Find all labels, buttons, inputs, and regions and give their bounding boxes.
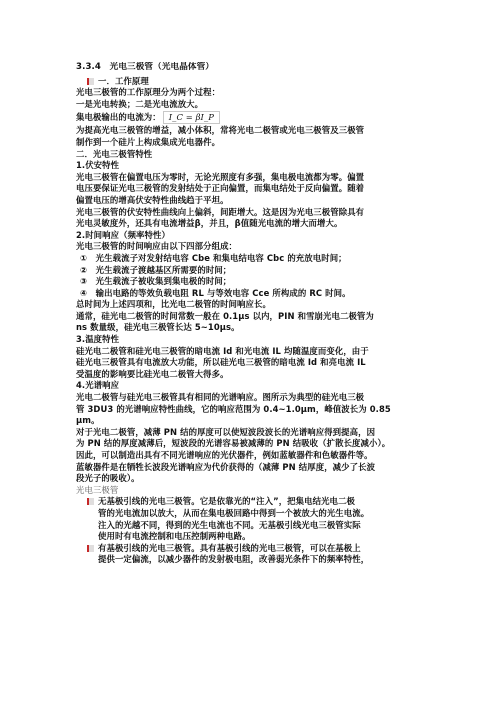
text-line: 管的光电流加以放大，从而在集电极回路中得到一个被放大的光生电流。 xyxy=(98,507,370,518)
heading-characteristics: 二．光电三极管特性 xyxy=(76,148,153,159)
text-line: 一是光电转换；二是光电流放大。 xyxy=(76,98,204,109)
text-line: 为 PN 结的厚度减薄后，短波段的光谱容易被减薄的 PN 结吸收（扩散长度减小）。 xyxy=(76,438,391,449)
text-line: 因此，可以制造出具有不同光谱响应的光伏器件，例如蓝敏器件和色敏器件等。 xyxy=(76,450,373,460)
heading-temperature: 3.温度特性 xyxy=(76,334,120,345)
numbered-item: ③ 光生载流子被收集到集电极的时间； xyxy=(80,276,232,287)
collector-current-formula: I_C = βI_P xyxy=(163,111,220,124)
numbered-item: ④ 输出电路的等效负载电阻 RL 与等效电容 Cce 所构成的 RC 时间。 xyxy=(80,287,351,298)
text-line: μm。 xyxy=(76,415,100,426)
heading-spectral-response: 4.光谱响应 xyxy=(76,380,120,391)
bullet-square-icon xyxy=(87,545,94,552)
section-title: 3.3.4 光电三极管（光电晶体管） xyxy=(76,62,214,72)
heading-phototransistor: 光电三极管 xyxy=(76,484,119,495)
text-line: 使用时有电流控制和电压控制两种电路。 xyxy=(98,531,251,542)
text-line: 提供一定偏流，以减少器件的发射极电阻，改善弱光条件下的频率特性， xyxy=(98,554,370,565)
text-line: 光电二极管与硅光电三极管具有相同的光谱响应。图所示为典型的硅光电三极 xyxy=(76,392,365,403)
text-column xyxy=(76,62,422,566)
bullet-square-icon xyxy=(87,78,94,85)
bullet-item-with-base-lead: 有基极引线的光电三极管。具有基极引线的光电三极管，可以在基极上 xyxy=(76,543,422,555)
text-line: 注入的光越不同，得到的光生电流也不同。无基极引线光电三极管实际 xyxy=(98,519,361,530)
heading-working-principle: 一．工作原理 xyxy=(76,76,422,88)
text-line: 段光子的吸收）。 xyxy=(76,473,140,484)
text-line: 制作到一个硅片上构成集成光电器件。 xyxy=(76,136,221,147)
text-line: 为提高光电三极管的增益，减小体积，常将光电二极管或光电三极管及三极管 xyxy=(76,125,365,136)
text-line: 光电三极管在偏置电压为零时，无论光照度有多强，集电极电流都为零。偏置 xyxy=(76,171,365,182)
text-line: 总时间为上述四项和，比光电二极管的时间响应长。 xyxy=(76,299,271,310)
bullet-item-no-base-lead: 无基极引线的光电三极管。它是依靠光的“注入”，把集电结光电二极 xyxy=(76,496,422,508)
text-line: 蓝敏器件是在牺牲长波段光谱响应为代价获得的（减薄 PN 结厚度，减少了长波 xyxy=(76,461,376,472)
text-line: 光电三极管的工作原理分为两个过程： xyxy=(76,87,221,98)
text-line: 光电三极管的时间响应由以下四部分组成： xyxy=(76,241,238,252)
heading-iv-characteristics: 1.伏安特性 xyxy=(76,160,120,171)
heading-time-response: 2.时间响应（频率特性） xyxy=(76,229,170,240)
numbered-item: ① 光生载流子对发射结电容 Cbe 和集电结电容 Cbc 的充放电时间； xyxy=(80,252,347,263)
text-line: 光电灵敏度外，还具有电流增益β，并且，β值随光电流的增大而增大。 xyxy=(76,218,343,229)
text-line-with-formula: 集电极输出的电流为： I_C = βI_P xyxy=(76,110,422,125)
text-line: 偏置电压的增高伏安特性曲线趋于平坦。 xyxy=(76,194,229,205)
text-line: 光电三极管的伏安特性曲线向上偏斜，间距增大。这是因为光电三极管除具有 xyxy=(76,206,365,217)
text-line: 对于光电二极管，减薄 PN 结的厚度可以使短波段波长的光谱响应得到提高，因 xyxy=(76,426,376,437)
text-line: ns 数量级，硅光电三极管长达 5~10μs。 xyxy=(76,322,240,333)
text-line: 电压要保证光电三极管的发射结处于正向偏置，而集电结处于反向偏置。随着 xyxy=(76,183,365,194)
text-line: 通常，硅光电二极管的时间常数一般在 0.1μs 以内，PIN 和雪崩光电二极管为 xyxy=(76,310,374,321)
bullet-square-icon xyxy=(87,498,94,505)
numbered-item: ② 光生载流子渡越基区所需要的时间； xyxy=(80,264,232,275)
text-line: 管 3DU3 的光谱响应特性曲线，它的响应范围为 0.4~1.0μm，峰值波长为 0.85 xyxy=(76,403,391,414)
text-line: 硅光电二极管和硅光电三极管的暗电流 Id 和光电流 IL 均随温度而变化，由于 xyxy=(76,345,369,356)
text-line: 受温度的影响要比硅光电二极管大得多。 xyxy=(76,368,229,379)
text-line: 硅光电三极管具有电流放大功能，所以硅光电三极管的暗电流 Id 和亮电流 IL xyxy=(76,357,366,368)
